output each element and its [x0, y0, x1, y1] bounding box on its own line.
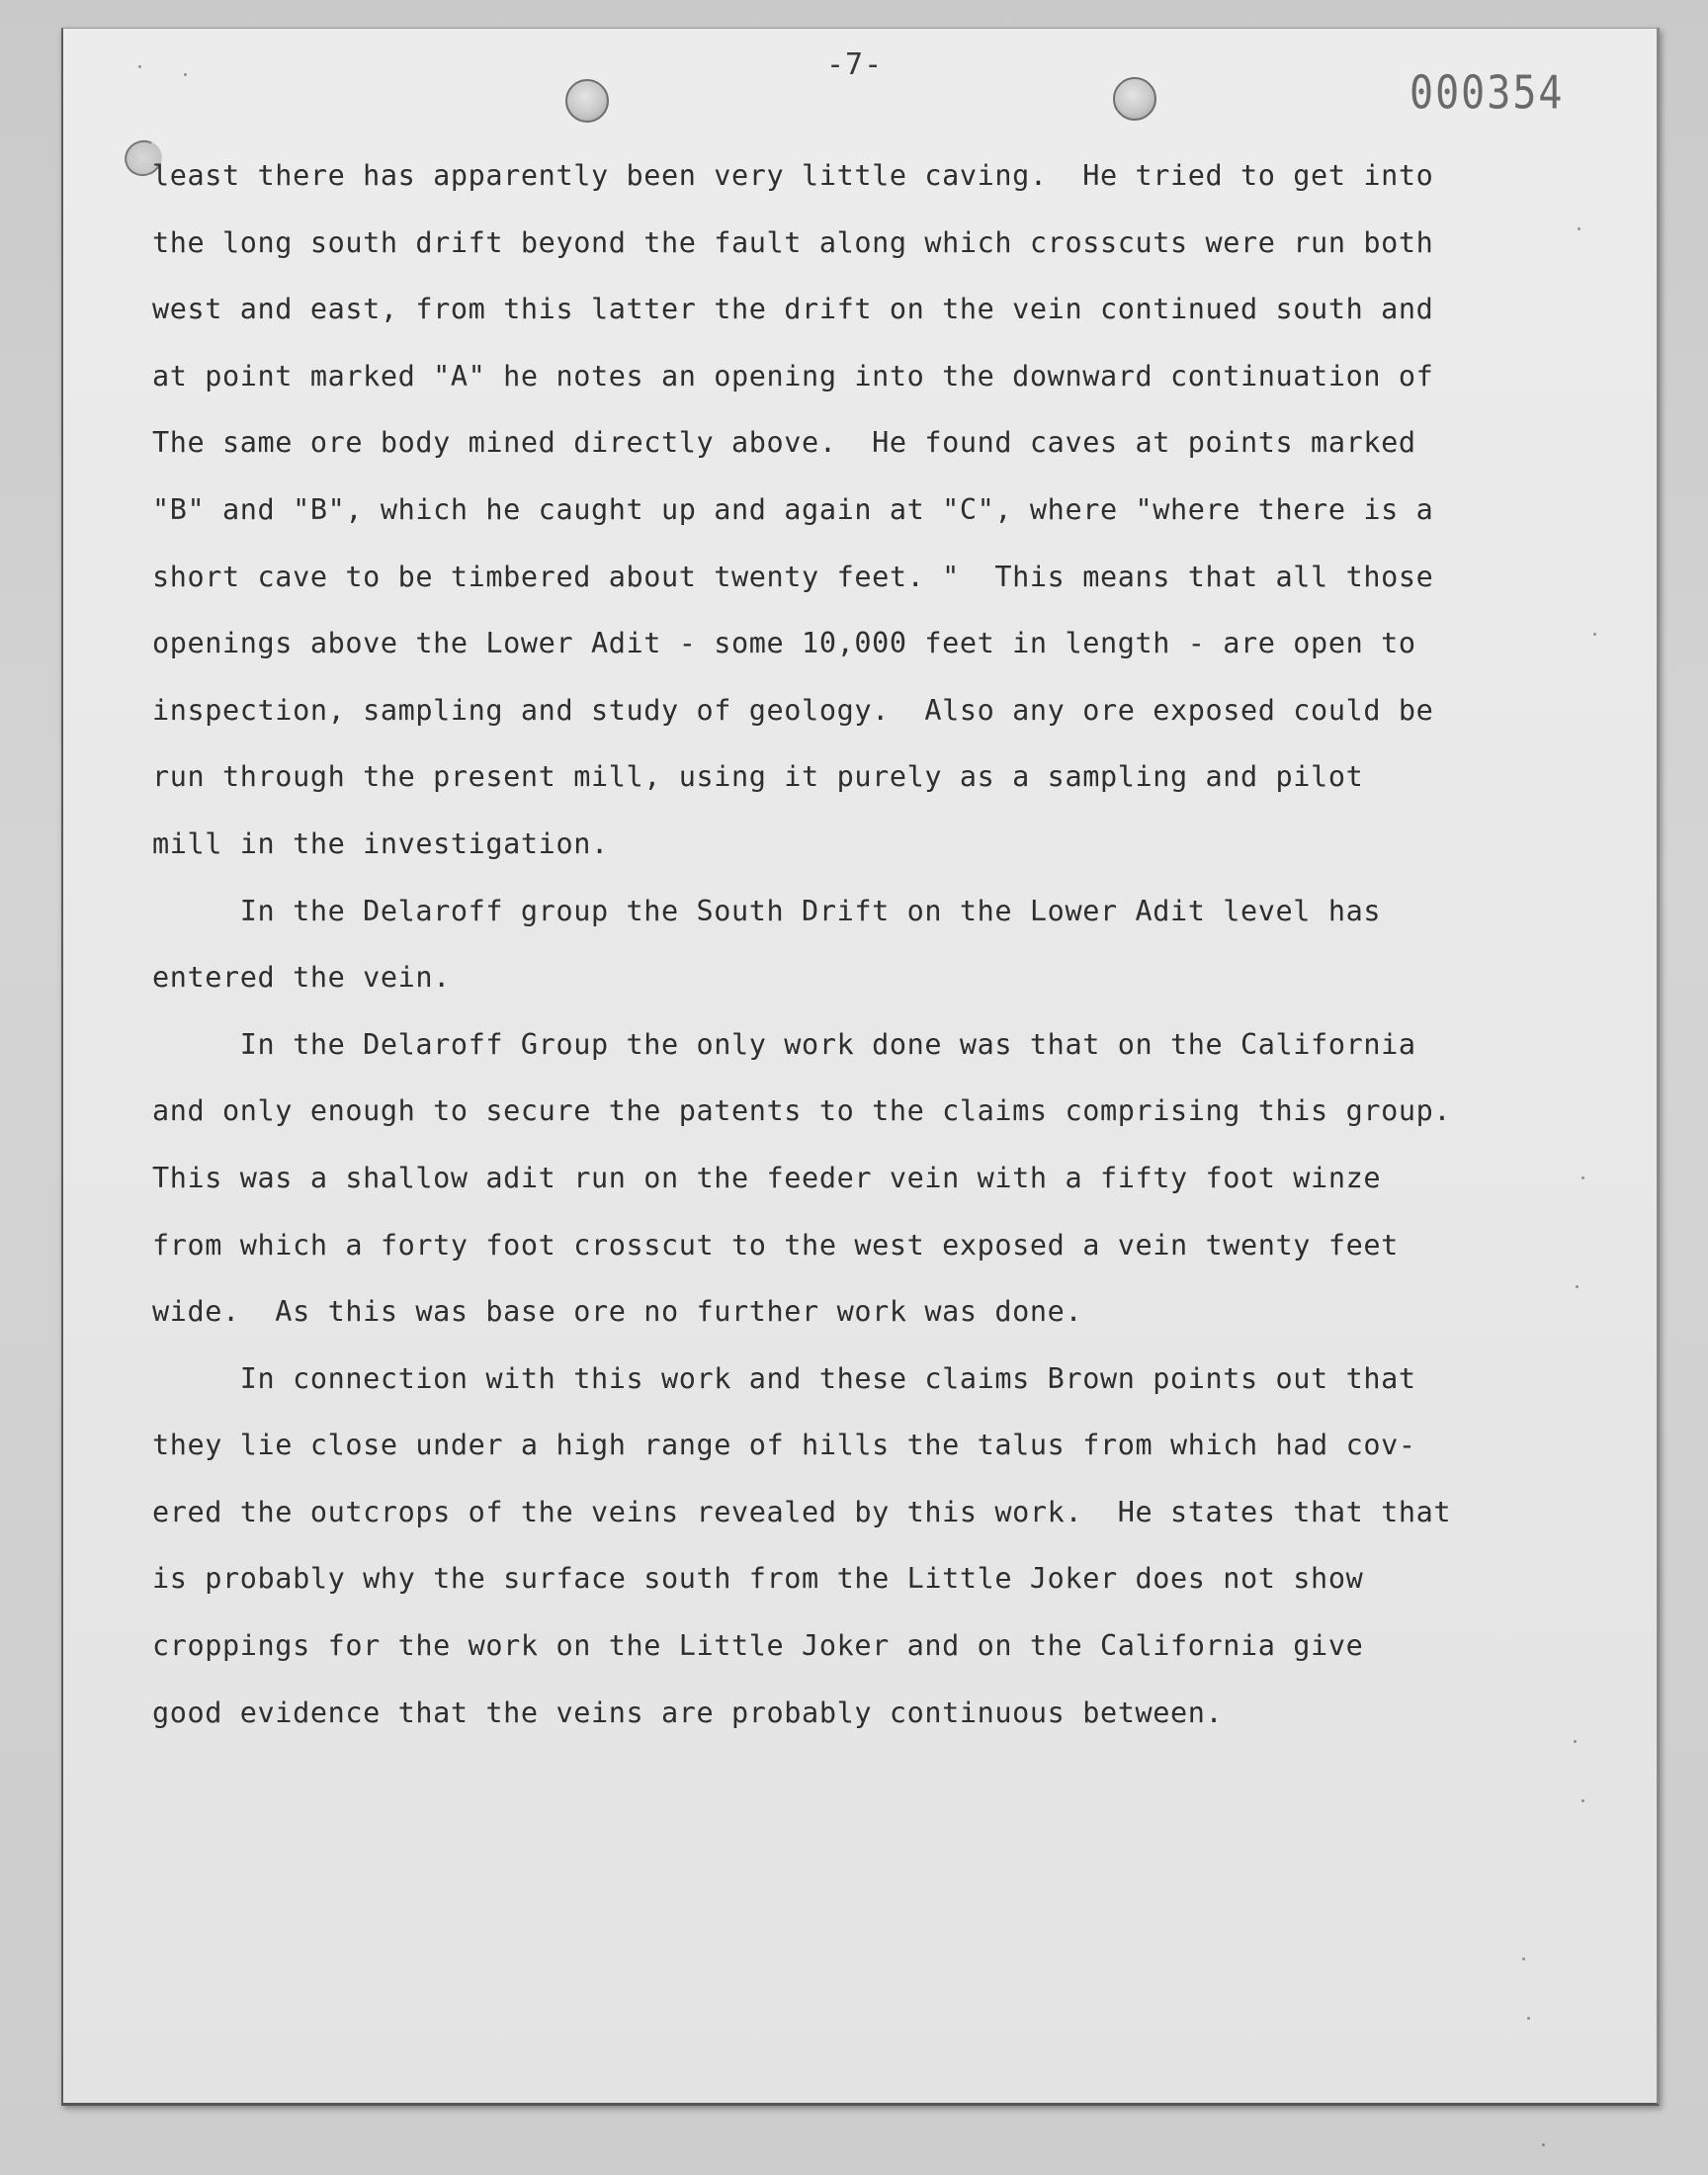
text-line: the long south drift beyond the fault along which crosscuts were run both [152, 225, 1434, 259]
text-line: openings above the Lower Adit - some 10,000 feet in length - are open to [152, 627, 1416, 660]
text-line: In the Delaroff group the South Drift on the Lower Adit level has [152, 894, 1382, 927]
text-line: The same ore body mined directly above. He found caves at points marked [152, 426, 1416, 460]
text-line: mill in the investigation. [152, 826, 609, 860]
scan-speck [1578, 227, 1580, 230]
text-line: inspection, sampling and study of geology. Also any ore exposed could be [152, 693, 1434, 727]
scan-speck [1522, 1958, 1525, 1960]
scan-speck [1576, 1285, 1579, 1288]
text-line: entered the vein. [152, 961, 451, 995]
text-line: short cave to be timbered about twenty feet. " This means that all those [152, 560, 1434, 593]
text-line: wide. As this was base ore no further work was done. [152, 1295, 1083, 1329]
scan-speck [1593, 633, 1596, 636]
punch-hole-left [565, 79, 609, 123]
scan-speck [1574, 1740, 1577, 1743]
text-line: "B" and "B", which he caught up and again at "C", where "where there is a [152, 492, 1434, 526]
text-line: from which a forty foot crosscut to the west exposed a vein twenty feet [152, 1228, 1399, 1262]
text-line: In connection with this work and these claims Brown points out that [152, 1361, 1416, 1395]
document-number-stamp: 000354 [1409, 67, 1565, 120]
text-line: In the Delaroff Group the only work done was that on the California [152, 1027, 1416, 1061]
text-line: they lie close under a high range of hills the talus from which had cov- [152, 1429, 1416, 1462]
text-line: croppings for the work on the Little Joker and on the California give [152, 1629, 1364, 1663]
text-line: good evidence that the veins are probably continuous between. [152, 1696, 1224, 1729]
text-line: west and east, from this latter the drift on the vein continued south and [152, 293, 1434, 326]
text-line: at point marked "A" he notes an opening into the downward continuation of [152, 359, 1434, 392]
scan-speck [184, 73, 187, 76]
text-line: ered the outcrops of the veins revealed by this work. He states that that [152, 1495, 1452, 1528]
text-line: least there has apparently been very little caving. He tried to get into [152, 159, 1434, 192]
text-line: and only enough to secure the patents to the claims comprising this group. [152, 1094, 1452, 1128]
text-line: is probably why the surface south from the Little Joker does not show [152, 1562, 1364, 1596]
text-line: run through the present mill, using it purely as a sampling and pilot [152, 760, 1364, 794]
body-text [152, 148, 1635, 1752]
punch-hole-right [1113, 77, 1156, 121]
scan-speck [1581, 1176, 1584, 1179]
text-line: This was a shallow adit run on the feeder vein with a fifty foot winze [152, 1161, 1382, 1194]
scan-speck [138, 65, 141, 68]
scan-speck [1542, 2143, 1545, 2146]
scan-speck [1527, 2017, 1530, 2020]
page-number: -7- [826, 47, 884, 82]
scan-speck [1581, 1799, 1584, 1802]
